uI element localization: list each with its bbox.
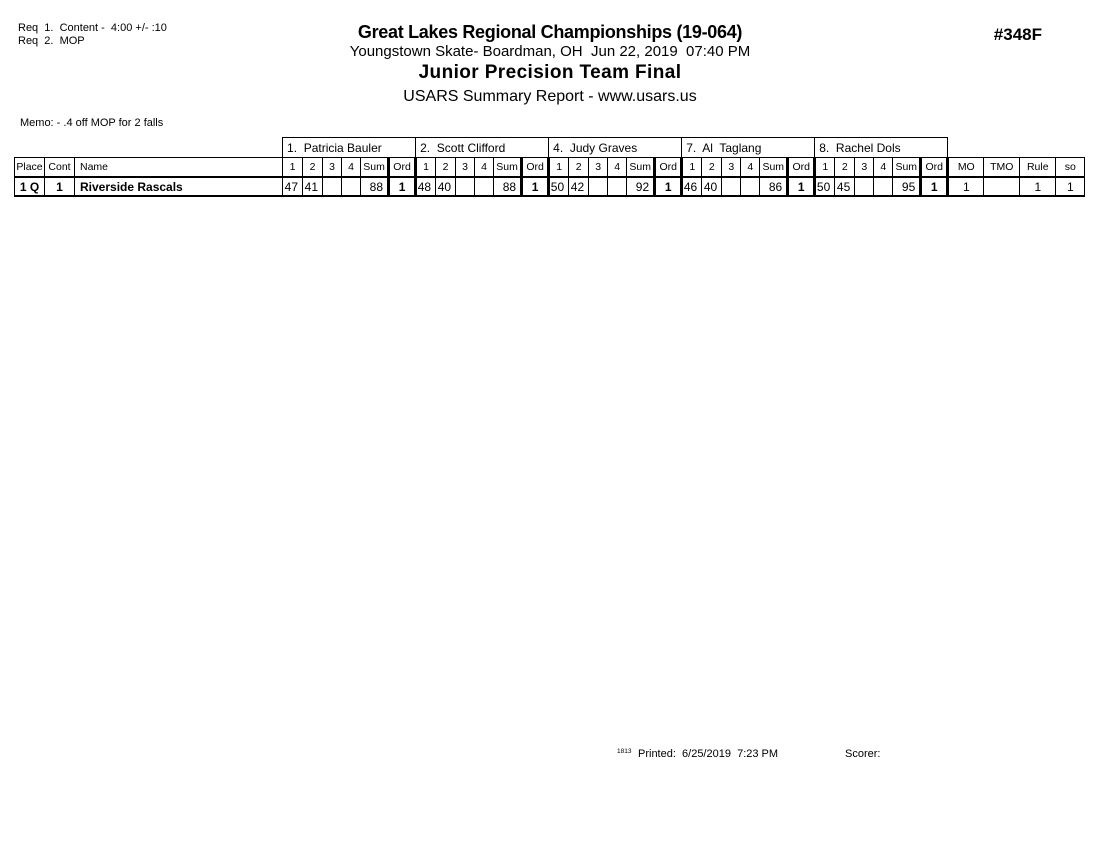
judge-5-name: 8. Rachel Dols	[815, 138, 948, 158]
report-title: USARS Summary Report - www.usars.us	[403, 88, 697, 105]
j1-col-3: 3	[323, 158, 342, 178]
j5-score-1: 50	[815, 177, 835, 196]
j2-ord: 1	[522, 177, 549, 196]
j5-ord: 1	[921, 177, 948, 196]
j5-sum: 95	[893, 177, 921, 196]
j5-col-1: 1	[815, 158, 835, 178]
venue-date-line: Youngstown Skate- Boardman, OH Jun 22, 2019 07:40 PM	[349, 43, 751, 60]
j2-col-3: 3	[456, 158, 475, 178]
j3-score-2: 42	[569, 177, 589, 196]
j2-sum: 88	[494, 177, 522, 196]
j2-col-sum: Sum	[494, 158, 522, 178]
team-name-cell: Riverside Rascals	[75, 177, 283, 196]
event-title: Junior Precision Team Final	[418, 62, 682, 83]
judge-2-name: 2. Scott Clifford	[416, 138, 549, 158]
j4-col-1: 1	[682, 158, 702, 178]
j1-col-4: 4	[342, 158, 361, 178]
j2-col-ord: Ord	[522, 158, 549, 178]
j5-score-3	[855, 177, 874, 196]
cont-cell: 1	[45, 177, 75, 196]
j2-score-3	[456, 177, 475, 196]
j5-col-sum: Sum	[893, 158, 921, 178]
requirement-2: Req 2. MOP	[18, 35, 85, 47]
scorer-label: Scorer:	[845, 748, 881, 760]
judge-name-row	[15, 138, 1085, 158]
j1-col-sum: Sum	[361, 158, 389, 178]
j3-score-4	[608, 177, 627, 196]
col-header-cont: Cont	[45, 158, 75, 178]
j3-col-4: 4	[608, 158, 627, 178]
j4-score-4	[741, 177, 760, 196]
so-cell: 1	[1056, 177, 1085, 196]
j1-score-4	[342, 177, 361, 196]
j2-score-4	[475, 177, 494, 196]
j5-col-ord: Ord	[921, 158, 948, 178]
j4-score-2: 40	[702, 177, 722, 196]
j1-score-3	[323, 177, 342, 196]
j5-col-4: 4	[874, 158, 893, 178]
j3-col-ord: Ord	[655, 158, 682, 178]
col-header-name: Name	[75, 158, 283, 178]
j3-col-3: 3	[589, 158, 608, 178]
tmo-cell	[984, 177, 1020, 196]
printed-timestamp: Printed: 6/25/2019 7:23 PM	[638, 748, 779, 760]
j2-score-2: 40	[436, 177, 456, 196]
j4-ord: 1	[788, 177, 815, 196]
requirement-1: Req 1. Content - 4:00 +/- :10	[18, 22, 167, 34]
j3-col-2: 2	[569, 158, 589, 178]
judge-row-right-spacer	[948, 138, 1085, 158]
j4-col-4: 4	[741, 158, 760, 178]
j3-col-1: 1	[549, 158, 569, 178]
title-block	[0, 22, 1100, 108]
j2-col-4: 4	[475, 158, 494, 178]
j2-score-1: 48	[416, 177, 436, 196]
judge-4-name: 7. Al Taglang	[682, 138, 815, 158]
j4-col-2: 2	[702, 158, 722, 178]
j4-col-ord: Ord	[788, 158, 815, 178]
j5-score-2: 45	[835, 177, 855, 196]
j4-score-3	[722, 177, 741, 196]
j1-ord: 1	[389, 177, 416, 196]
j1-col-2: 2	[303, 158, 323, 178]
judge-row-left-spacer	[15, 138, 283, 158]
j3-sum: 92	[627, 177, 655, 196]
column-header-row	[15, 158, 1085, 178]
j1-col-ord: Ord	[389, 158, 416, 178]
judge-1-name: 1. Patricia Bauler	[283, 138, 416, 158]
j1-score-2: 41	[303, 177, 323, 196]
col-header-mo: MO	[948, 158, 984, 178]
judge-3-name: 4. Judy Graves	[549, 138, 682, 158]
team-result-row	[15, 177, 1085, 196]
j5-col-3: 3	[855, 158, 874, 178]
rule-cell: 1	[1020, 177, 1056, 196]
memo-line: Memo: - .4 off MOP for 2 falls	[20, 117, 164, 129]
col-header-place: Place	[15, 158, 45, 178]
j3-score-3	[589, 177, 608, 196]
competition-title: Great Lakes Regional Championships (19-064)	[357, 22, 743, 42]
j1-sum: 88	[361, 177, 389, 196]
report-version-code: 1813	[617, 748, 632, 755]
results-table	[14, 137, 1085, 197]
j4-score-1: 46	[682, 177, 702, 196]
j4-sum: 86	[760, 177, 788, 196]
col-header-rule: Rule	[1020, 158, 1056, 178]
place-cell: 1 Q	[15, 177, 45, 196]
mo-cell: 1	[948, 177, 984, 196]
j3-score-1: 50	[549, 177, 569, 196]
j1-score-1: 47	[283, 177, 303, 196]
col-header-tmo: TMO	[984, 158, 1020, 178]
j5-col-2: 2	[835, 158, 855, 178]
col-header-so: so	[1056, 158, 1085, 178]
j2-col-2: 2	[436, 158, 456, 178]
j4-col-sum: Sum	[760, 158, 788, 178]
j2-col-1: 1	[416, 158, 436, 178]
j3-ord: 1	[655, 177, 682, 196]
j4-col-3: 3	[722, 158, 741, 178]
event-number: #348F	[993, 25, 1042, 44]
j5-score-4	[874, 177, 893, 196]
j3-col-sum: Sum	[627, 158, 655, 178]
j1-col-1: 1	[283, 158, 303, 178]
